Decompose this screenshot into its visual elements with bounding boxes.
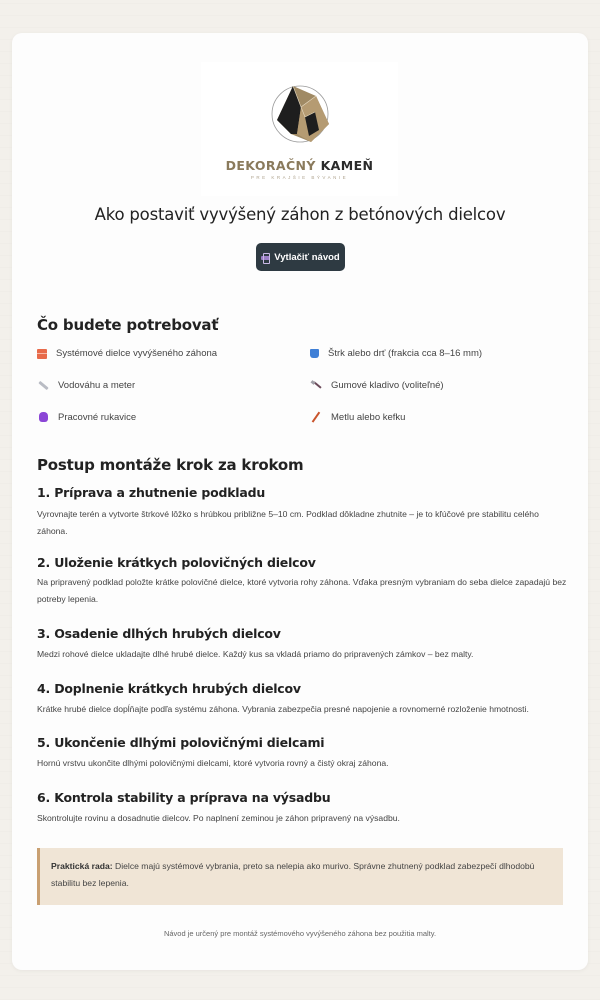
brand-name: DEKORAČNÝ KAMEŇ — [225, 158, 374, 173]
tool-item — [37, 379, 135, 391]
print-guide-button[interactable] — [256, 243, 345, 271]
step-heading: 2. Uloženie krátkych polovičných dielcov — [37, 555, 316, 570]
brand-tagline: PRE KRAJŠIE BÝVANIE — [250, 175, 349, 180]
brand-logo — [201, 62, 398, 196]
printer-icon — [261, 253, 270, 262]
tool-item — [37, 411, 136, 423]
tool-label: Štrk alebo drť (frakcia cca 8–16 mm) — [328, 348, 483, 359]
tool-item — [37, 348, 217, 359]
tool-label: Vodováhu a meter — [58, 379, 136, 391]
step-text: Skontrolujte rovinu a dosadnutie dielcov. Po naplnení zeminou je záhon pripravený na výsadbu. — [37, 813, 400, 823]
step-heading: 4. Doplnenie krátkych hrubých dielcov — [37, 681, 301, 696]
hammer-icon — [310, 379, 322, 391]
step-heading: 3. Osadenie dlhých hrubých dielcov — [37, 626, 281, 641]
step-text: Hornú vrstvu ukončite dlhými polovičnými dielcami, ktoré vytvoria rovný a čistý okraj záhona. — [37, 758, 389, 768]
tool-item — [310, 348, 482, 359]
brick-icon — [37, 349, 47, 359]
tool-label: Systémové dielce vyvýšeného záhona — [56, 348, 218, 359]
tool-item — [310, 379, 444, 391]
ruler-icon — [37, 379, 49, 391]
step-text: Na pripravený podklad položte krátke polovičné dielce, ktoré vytvoria rohy záhona. Vďaka presným vybraniam do seba dielce zapadajú bez potreby lepenia. — [37, 577, 567, 604]
footer-note: Návod je určený pre montáž systémového vyvýšeného záhona bez použitia malty. — [163, 929, 437, 938]
page-title: Ako postaviť vyvýšený záhon z betónových dielcov — [94, 205, 506, 224]
tool-label: Gumové kladivo (voliteľné) — [331, 379, 444, 391]
step-heading: 6. Kontrola stability a príprava na výsadbu — [37, 790, 331, 805]
practical-tip — [37, 848, 563, 905]
tools-section-title: Čo budete potrebovať — [37, 316, 219, 334]
tip-label: Praktická rada: — [51, 861, 113, 871]
tip-text: Dielce majú systémové vybrania, preto sa nelepia ako murivo. Správne zhutnený podklad zabezpečí dlhodobú stabilitu bez lepenia. — [51, 861, 535, 888]
guide-card — [12, 33, 588, 970]
step-heading: 1. Príprava a zhutnenie podkladu — [37, 485, 266, 500]
brush-icon — [310, 411, 322, 423]
step-heading: 5. Ukončenie dlhými polovičnými dielcami — [37, 735, 325, 750]
step-text: Vyrovnajte terén a vytvorte štrkové lôžko s hrúbkou približne 5–10 cm. Podklad dôkladne zhutnite – je to kľúčové pre stabilitu celého záhona. — [37, 509, 539, 536]
print-button-label: Vytlačiť návod — [274, 251, 340, 263]
tool-label: Metlu alebo kefku — [331, 411, 406, 423]
gloves-icon — [37, 411, 49, 423]
tool-item — [310, 411, 405, 423]
step-text: Medzi rohové dielce ukladajte dlhé hrubé dielce. Každý kus sa vkladá priamo do pripravených zámkov – bez malty. — [37, 649, 474, 659]
step-text: Krátke hrubé dielce dopĺňajte podľa systému záhona. Vybrania zabezpečia presné napojenie a rovnomerné rozloženie hmotnosti. — [37, 704, 529, 714]
steps-section-title: Postup montáže krok za krokom — [37, 456, 304, 474]
bucket-icon — [310, 349, 319, 358]
tool-label: Pracovné rukavice — [58, 411, 137, 423]
